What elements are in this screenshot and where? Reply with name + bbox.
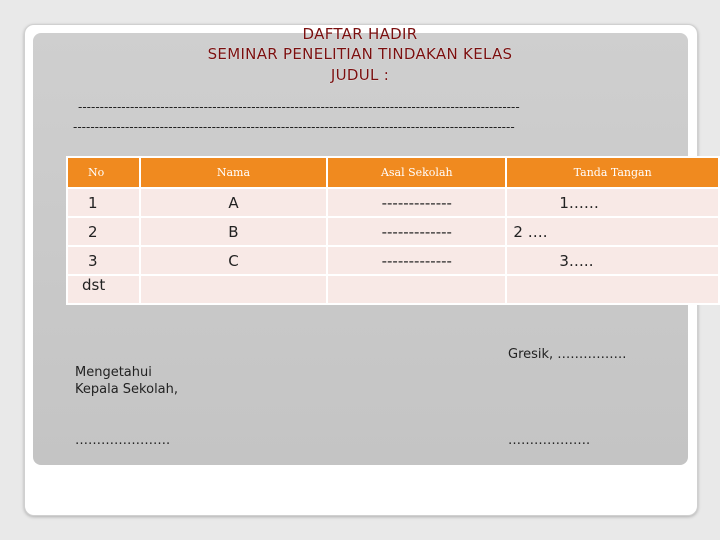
cell-tanda xyxy=(506,275,719,304)
cell-asal: ------------- xyxy=(327,217,506,246)
cell-tanda: 3….. xyxy=(506,246,719,275)
attendance-table xyxy=(66,156,720,305)
col-header-tanda-tangan: Tanda Tangan xyxy=(506,157,719,188)
cell-asal: ------------- xyxy=(327,246,506,275)
dash-line-2: ------------------------------------------------------------------------------------------------------ xyxy=(73,121,515,133)
table-header-row xyxy=(67,157,719,188)
table-row xyxy=(67,246,719,275)
cell-tanda: 2 …. xyxy=(506,217,719,246)
table-row xyxy=(67,188,719,217)
signature-gresik-date: Gresik, ……………. xyxy=(508,347,627,362)
cell-nama: B xyxy=(140,217,327,246)
cell-tanda: 1…… xyxy=(506,188,719,217)
title-daftar-hadir: DAFTAR HADIR xyxy=(302,25,418,43)
table-row xyxy=(67,217,719,246)
signature-left-blank: …………………. xyxy=(75,433,171,448)
col-header-asal-sekolah: Asal Sekolah xyxy=(327,157,506,188)
table-row xyxy=(67,275,719,304)
cell-nama: C xyxy=(140,246,327,275)
cell-no: 2 xyxy=(67,217,140,246)
col-header-no: No xyxy=(67,157,140,188)
cell-no: 1 xyxy=(67,188,140,217)
title-seminar: SEMINAR PENELITIAN TINDAKAN KELAS xyxy=(207,45,513,63)
col-header-nama: Nama xyxy=(140,157,327,188)
signature-right-blank: ………………. xyxy=(508,433,591,448)
signature-mengetahui: Mengetahui xyxy=(75,365,152,380)
dash-line-1: ------------------------------------------------------------------------------------------------------ xyxy=(78,101,520,113)
cell-no: 3 xyxy=(67,246,140,275)
cell-no: dst xyxy=(67,275,140,304)
signature-kepala-sekolah: Kepala Sekolah, xyxy=(75,382,179,397)
cell-nama xyxy=(140,275,327,304)
cell-asal: ------------- xyxy=(327,188,506,217)
cell-asal xyxy=(327,275,506,304)
cell-nama: A xyxy=(140,188,327,217)
title-judul: JUDUL : xyxy=(330,66,390,84)
